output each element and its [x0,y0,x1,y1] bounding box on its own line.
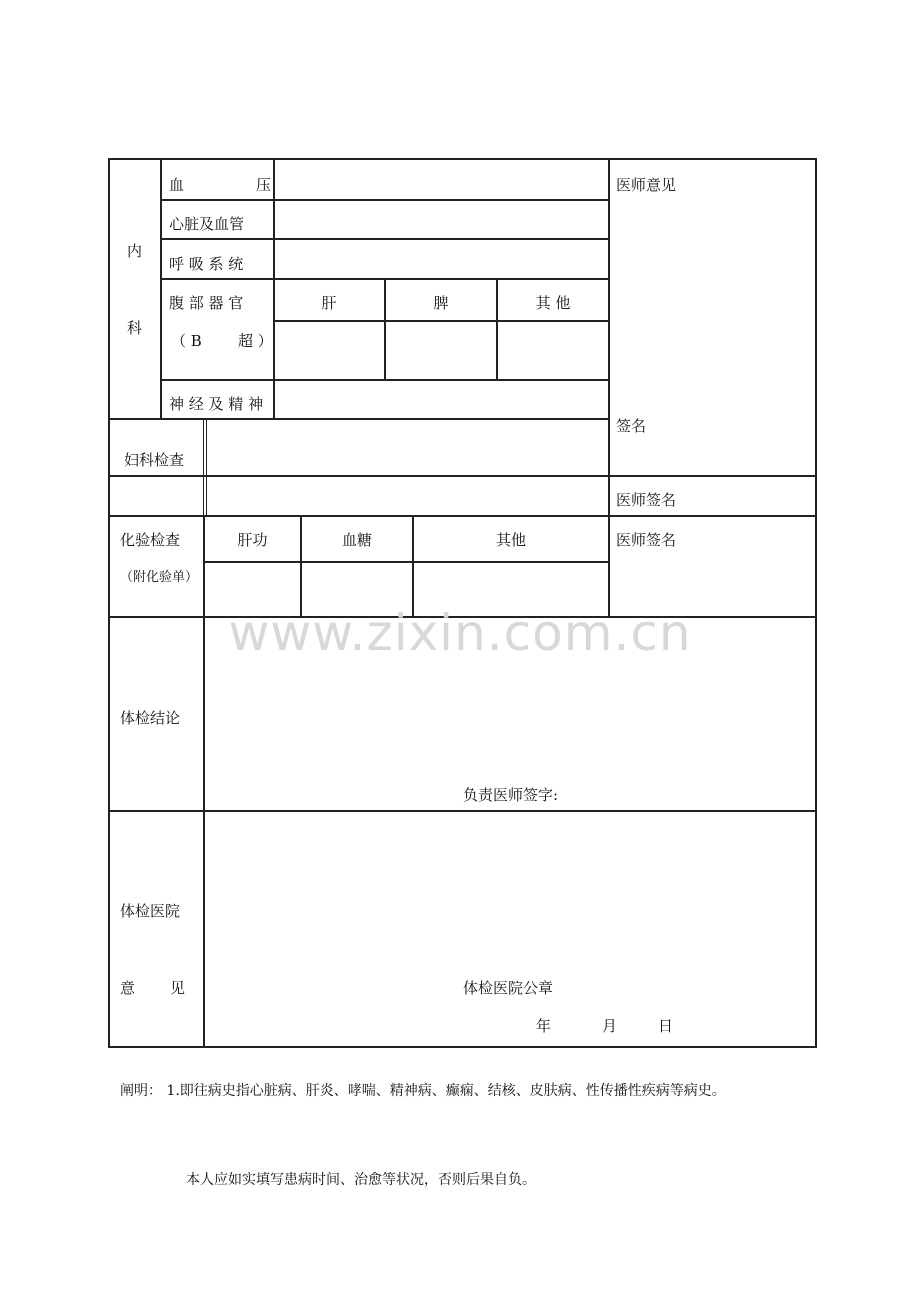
rule-conclusion-end [108,810,817,812]
signature-label: 签名 [616,417,647,435]
gynecology-label: 妇科检查 [124,451,185,469]
col-opinion [608,158,610,617]
hospital-opinion-a: 意 [120,979,136,997]
date-year: 年 [536,1017,552,1035]
lab-doctor-signature: 医师签名 [616,531,677,549]
doctor-opinion-label: 医师意见 [616,176,677,194]
col-gyn-b [206,418,207,515]
rule-abd-head [273,320,609,322]
responsible-doctor-label: 负责医师签字: [463,786,559,804]
rule-heart [160,238,609,240]
hospital-label: 体检医院 [120,902,181,920]
internal-label-bottom: 科 [127,319,143,337]
col-items [273,158,275,419]
b-ultrasound-label-b: 超 ） [238,332,273,350]
respiratory-label: 呼 吸 系 统 [169,255,244,273]
spleen-header: 脾 [433,294,449,312]
liver-header: 肝 [321,294,337,312]
lab-blood-sugar: 血糖 [341,531,372,549]
conclusion-label: 体检结论 [120,709,181,727]
note-line-1: 阐明： 1.即往病史指心脏病、肝炎、哮喘、精神病、癫痫、结核、皮肤病、性传播性疾病等病史。 [120,1083,726,1099]
date-month: 月 [602,1017,618,1035]
watermark: www.zixin.com.cn [228,604,692,662]
abdominal-label: 腹 部 器 官 [169,294,244,312]
other-header: 其 他 [535,294,571,312]
rule-sig-1 [108,475,817,477]
border-top [108,158,817,160]
note-line-2: 本人应如实填写患病时间、治愈等状况，否则后果自负。 [186,1172,536,1188]
hospital-seal-label: 体检医院公章 [463,979,554,997]
col-gyn-a [203,418,204,515]
blood-pressure-label-b: 压 [256,176,272,194]
blood-pressure-label-a: 血 [169,176,185,194]
b-ultrasound-label-a: （ B [171,332,202,350]
hospital-opinion-b: 见 [170,979,186,997]
lab-liver-function: 肝功 [237,531,268,549]
rule-bp [160,199,609,201]
date-day: 日 [658,1017,674,1035]
internal-label-top: 内 [127,242,143,260]
lab-sublabel: （附化验单） [120,570,199,585]
col-internal [160,158,162,419]
heart-label: 心脏及血管 [169,215,245,233]
neuro-label: 神 经 及 精 神 [169,395,264,413]
doctor-signature-1: 医师签名 [616,491,677,509]
rule-lab-head [203,561,609,563]
border-bottom [108,1046,817,1048]
rule-internal-end [108,418,609,420]
col-lab [203,515,205,1048]
lab-label: 化验检查 [120,531,181,549]
lab-other: 其他 [495,531,526,549]
rule-lab-top [108,515,817,517]
